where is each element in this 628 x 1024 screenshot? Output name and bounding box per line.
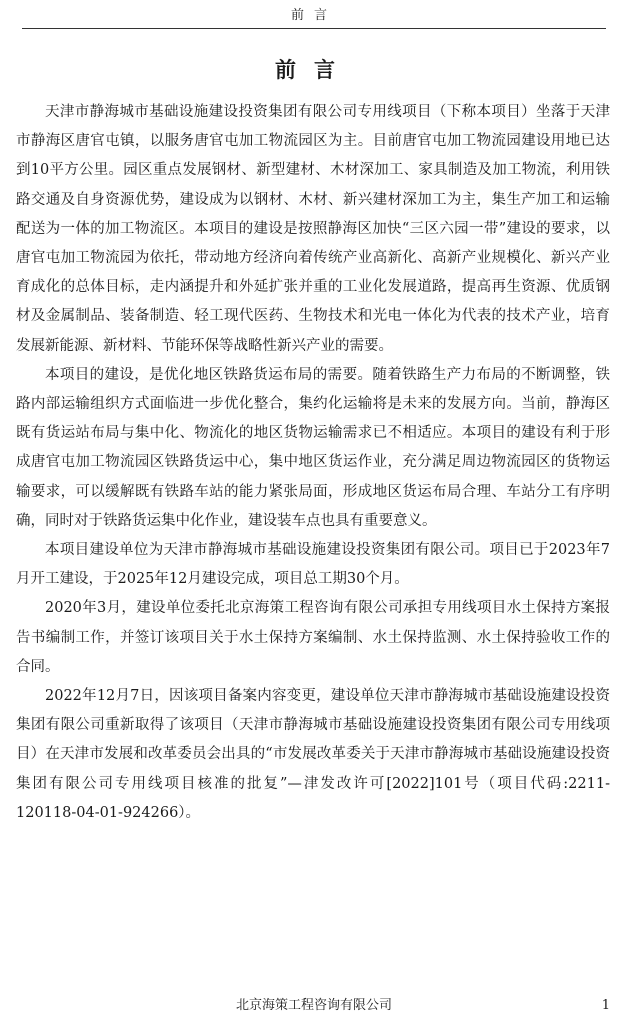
document-body [16,98,610,828]
page-title: 前言 [275,57,353,82]
page-number: 1 [601,998,610,1013]
paragraph: 天津市静海城市基础设施建设投资集团有限公司专用线项目（下称本项目）坐落于天津市静海区唐官屯镇，以服务唐官屯加工物流园区为主。目前唐官屯加工物流园建设用地已达到10平方公里。园区重点发展钢材、新型建材、木材深加工、家具制造及加工物流，利用铁路交通及自身资源优势，建设成为以钢材、木材、新兴建材深加工为主，集生产加工和运输配送为一体的加工物流区。本项目的建设是按照静海区加快“三区六园一带”建设的要求，以唐官屯加工物流园为依托，带动地方经济向着传统产业高新化、高新产业规模化、新兴产业育成化的总体目标，走内涵提升和外延扩张并重的工业化发展道路，提高再生资源、优质钢材及金属制品、装备制造、轻工现代医药、生物技术和光电一体化为代表的技术产业，培育发展新能源、新材料、节能环保等战略性新兴产业的需要。 [16,104,610,354]
paragraph: 本项目建设单位为天津市静海城市基础设施建设投资集团有限公司。项目已于2023年7月开工建设，于2025年12月建设完成，项目总工期30个月。 [16,542,610,588]
footer-company: 北京海策工程咨询有限公司 [235,998,392,1013]
paragraph: 2022年12月7日，因该项目备案内容变更，建设单位天津市静海城市基础设施建设投资集团有限公司重新取得了该项目（天津市静海城市基础设施建设投资集团有限公司专用线项目）在天津市发展和改革委员会出具的“市发展改革委关于天津市静海城市基础设施建设投资集团有限公司专用线项目核准的批复”—津发改许可[2022]101号（项目代码:2211-120118-04-01-924266）。 [16,688,610,821]
paragraph: 2020年3月，建设单位委托北京海策工程咨询有限公司承担专用线项目水土保持方案报告书编制工作，并签订该项目关于水土保持方案编制、水土保持监测、水土保持验收工作的合同。 [16,600,610,675]
paragraph: 本项目的建设，是优化地区铁路货运布局的需要。随着铁路生产力布局的不断调整，铁路内部运输组织方式面临进一步优化整合，集约化运输将是未来的发展方向。当前，静海区既有货运站布局与集中化、物流化的地区货物运输需求已不相适应。本项目的建设有利于形成唐官屯加工物流园区铁路货运中心，集中地区货运作业，充分满足周边物流园区的货物运输要求，可以缓解既有铁路车站的能力紧张局面，形成地区货运布局合理、车站分工有序明确，同时对于铁路货运集中化作业，建设装车点也具有重要意义。 [16,366,610,529]
running-header: 前言 [22,6,606,29]
